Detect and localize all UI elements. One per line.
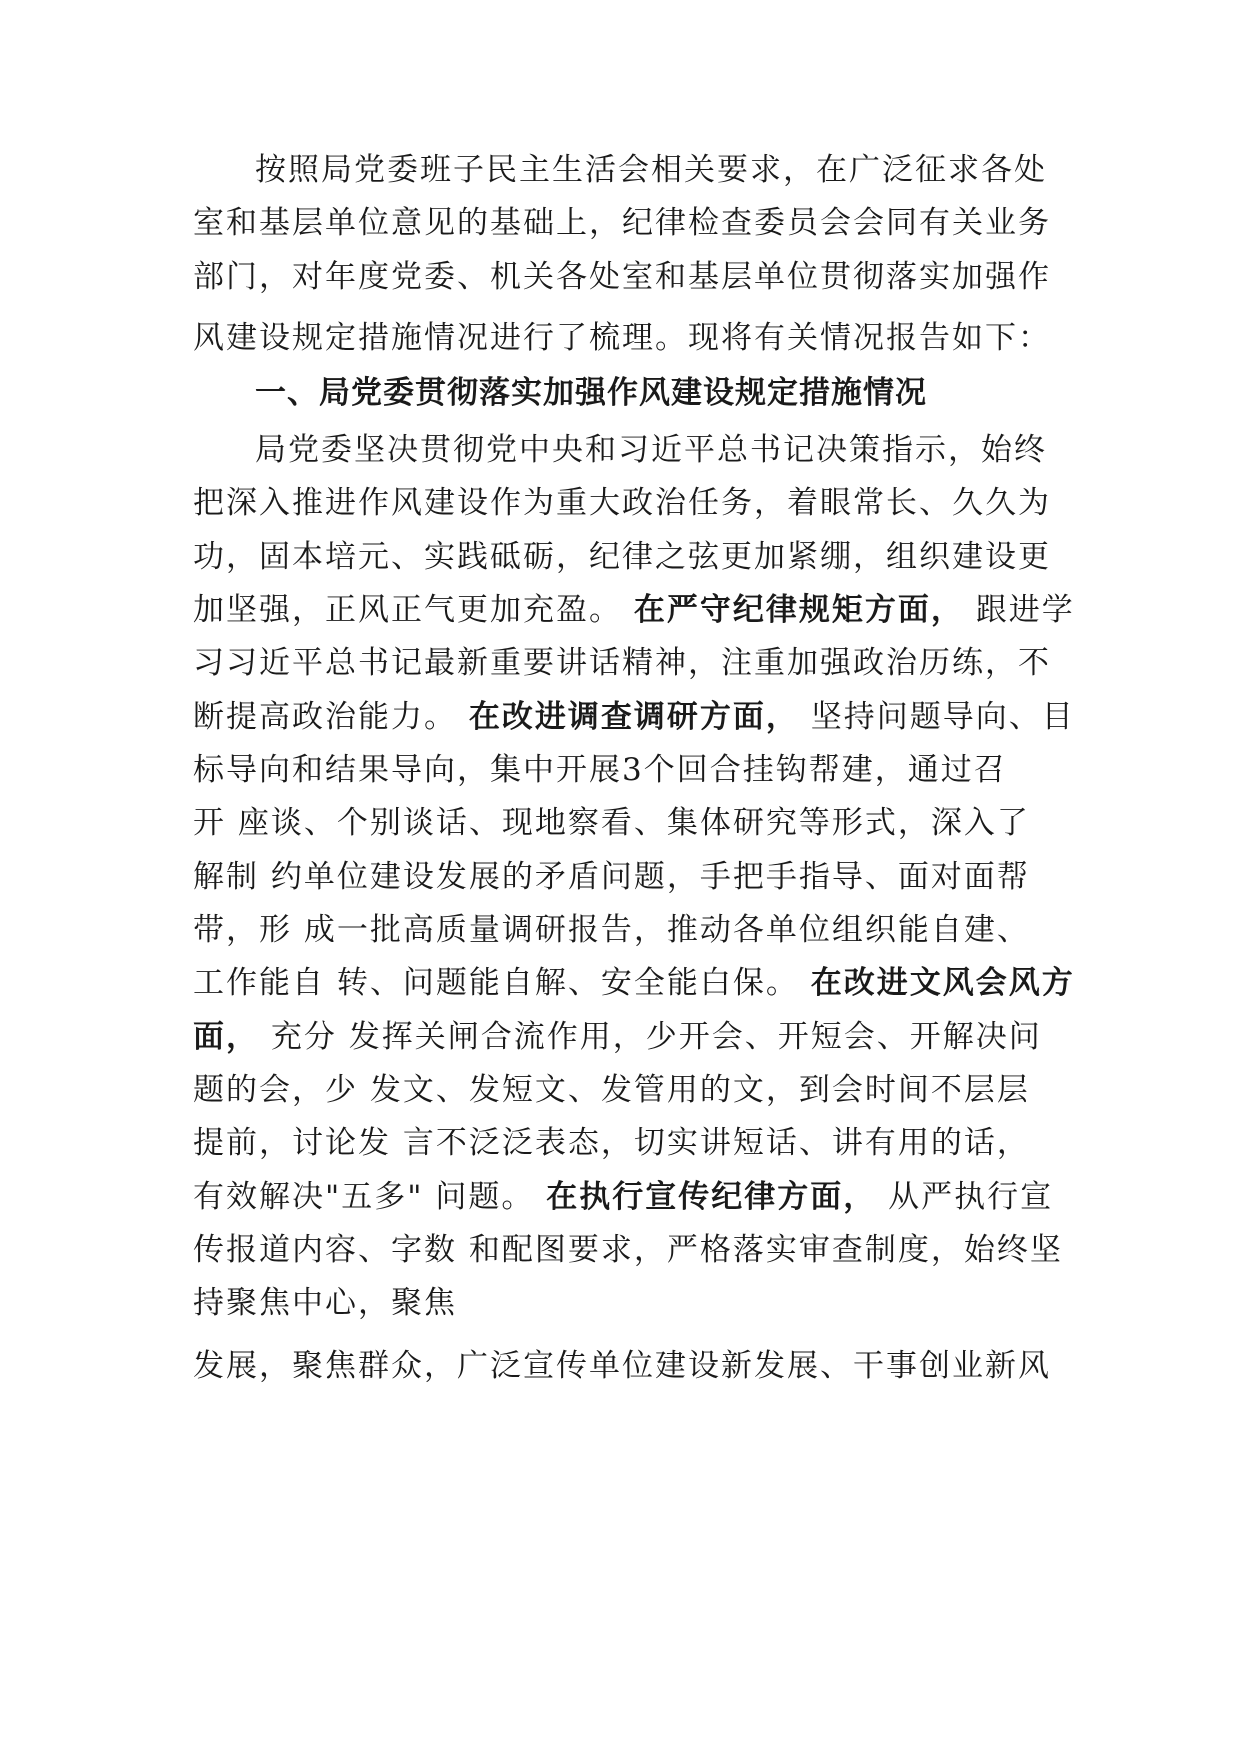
paragraph-line — [193, 590, 1075, 630]
body-text: 有效解决"五多" 问题。 — [193, 1179, 535, 1215]
bold-subheading: 在严守纪律规矩方面， — [633, 592, 964, 628]
body-text: 从严执行宣 — [888, 1179, 1054, 1215]
bold-subheading: 在改进调查调研方面， — [468, 699, 799, 735]
paragraph-line: 解制 约单位建设发展的矛盾问题，手把手指导、面对面帮 — [193, 859, 1030, 895]
paragraph-line: 按照局党委班子民主生活会相关要求，在广泛征求各处 — [255, 152, 1047, 188]
paragraph-line: 风建设规定措施情况进行了梳理。现将有关情况报告如下： — [193, 320, 1051, 356]
paragraph-line: 开 座谈、个别谈话、现地察看、集体研究等形式，深入了 — [193, 805, 1030, 841]
paragraph-line: 局党委坚决贯彻党中央和习近平总书记决策指示，始终 — [255, 432, 1047, 468]
paragraph-line: 室和基层单位意见的基础上，纪律检查委员会会同有关业务 — [193, 205, 1051, 241]
paragraph-line: 部门，对年度党委、机关各处室和基层单位贯彻落实加强作 — [193, 259, 1051, 295]
paragraph-line: 提前，讨论发 言不泛泛表态，切实讲短话、讲有用的话， — [193, 1125, 1030, 1161]
paragraph-line: 带，形 成一批高质量调研报告，推动各单位组织能自建、 — [193, 912, 1030, 948]
paragraph-line: 题的会，少 发文、发短文、发管用的文，到会时间不层层 — [193, 1072, 1030, 1108]
paragraph-line — [193, 1177, 1053, 1217]
paragraph-line: 标导向和结果导向，集中开展3个回合挂钩帮建，通过召 — [193, 752, 1007, 788]
paragraph-line: 传报道内容、字数 和配图要求，严格落实审查制度，始终坚 — [193, 1232, 1063, 1268]
section-heading: 一、局党委贯彻落实加强作风建设规定措施情况 — [255, 375, 927, 411]
paragraph-line — [193, 963, 1075, 1003]
bold-subheading: 在改进文风会风方 — [810, 965, 1075, 1001]
body-text: 加坚强，正风正气更加充盈。 — [193, 592, 622, 628]
body-text: 跟进学 — [975, 592, 1075, 628]
paragraph-line — [193, 1017, 1053, 1057]
paragraph-line: 持聚焦中心，聚焦 — [193, 1285, 457, 1321]
paragraph-line: 把深入推进作风建设作为重大政治任务，着眼常长、久久为 — [193, 485, 1051, 521]
bold-subheading: 在执行宣传纪律方面， — [546, 1179, 877, 1215]
paragraph-line: 功，固本培元、实践砥砺，纪律之弦更加紧绷，组织建设更 — [193, 539, 1051, 575]
body-text: 坚持问题导向、目 — [810, 699, 1075, 735]
paragraph-line: 发展，聚焦群众，广泛宣传单位建设新发展、干事创业新风 — [193, 1348, 1051, 1384]
bold-subheading: 面， — [193, 1019, 259, 1055]
paragraph-line: 习习近平总书记最新重要讲话精神，注重加强政治历练，不 — [193, 645, 1051, 681]
body-text: 充分 发挥关闸合流作用，少开会、开短会、开解决问 — [270, 1019, 1042, 1055]
paragraph-line — [193, 697, 1075, 737]
body-text: 断提高政治能力。 — [193, 699, 457, 735]
body-text: 工作能自 转、问题能自解、安全能白保。 — [193, 965, 799, 1001]
